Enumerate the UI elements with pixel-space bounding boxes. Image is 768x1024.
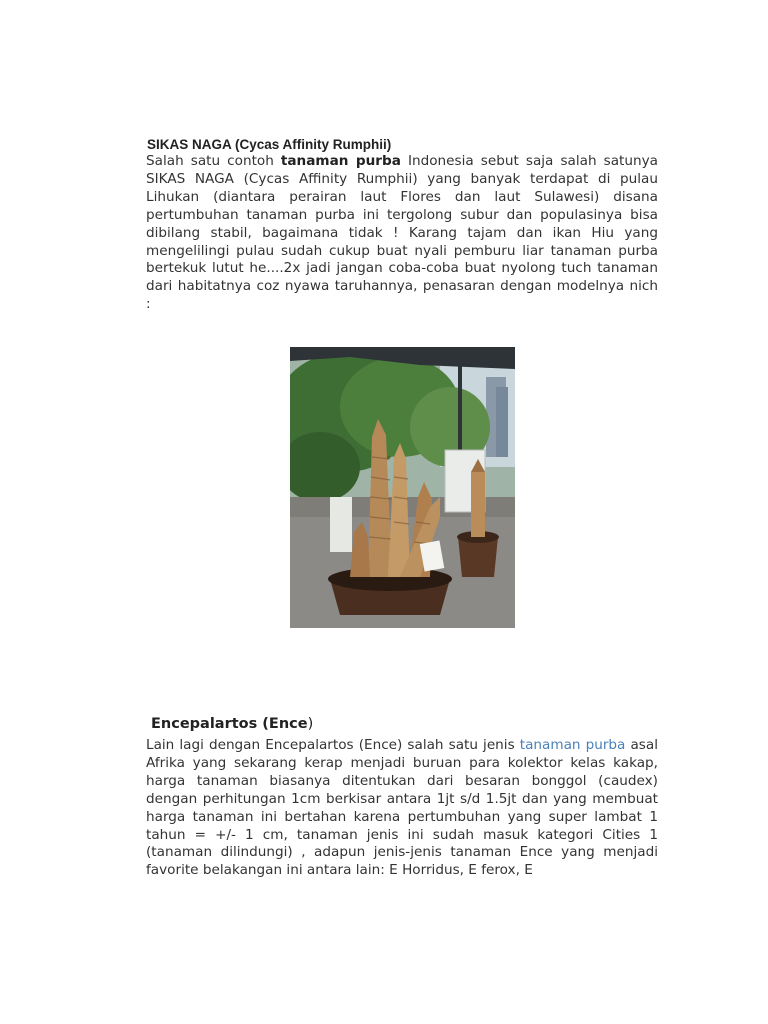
paragraph2-text-rest: asal Afrika yang sekarang kerap menjadi buruan para kolektor kelas kakap, harga tanaman biasanya ditentukan dari besaran bonggol (caudex) dengan perhitungan 1cm berkisar antara 1jt s/d 1.5jt dan yang membuat harga tanaman ini bertahan karena pertumbuhan yang super lambat 1 tahun = +/- 1 cm, tanaman jenis ini sudah masuk kategori Cities 1 (tanaman dilindungi) , adapun jenis-jenis tanaman Ence yang menjadi favorite belakangan ini antara lain: E Horridus, E ferox, E xyxy=(146,737,658,879)
section-title-encepalartos-text: Encepalartos (Ence xyxy=(151,716,308,732)
paragraph-sikas-naga xyxy=(146,153,658,314)
cycas-plant-photo xyxy=(290,347,515,628)
section-title-sikas-naga: SIKAS NAGA (Cycas Affinity Rumphii) xyxy=(147,137,392,152)
paragraph2-text-start: Lain lagi dengan Encepalartos (Ence) salah satu jenis xyxy=(146,737,520,753)
section-title-encepalartos xyxy=(151,716,313,732)
paragraph-encepalartos xyxy=(146,737,658,880)
bold-term-tanaman-purba: tanaman purba xyxy=(280,153,401,169)
paragraph-text-rest: Indonesia sebut saja salah satunya SIKAS NAGA (Cycas Affinity Rumphii) yang banyak terdapat di pulau Lihukan (diantara perairan laut Flores dan laut Sulawesi) disana pertumbuhan tanaman purba ini tergolong subur dan populasinya bisa dibilang stabil, bagaimana tidak ! Karang tajam dan ikan Hiu yang mengelilingi pulau sudah cukup buat nyali pemburu liar tanaman purba bertekuk lutut he....2x jadi jangan coba-coba buat nyolong tuch tanaman dari habitatnya coz nyawa taruhannya, penasaran dengan modelnya nich : xyxy=(146,153,658,313)
section-title-paren: ) xyxy=(307,716,314,732)
cycas-plant-illustration xyxy=(290,347,515,628)
link-tanaman-purba[interactable]: tanaman purba xyxy=(519,737,626,753)
paragraph-text-start: Salah satu contoh xyxy=(146,153,281,169)
